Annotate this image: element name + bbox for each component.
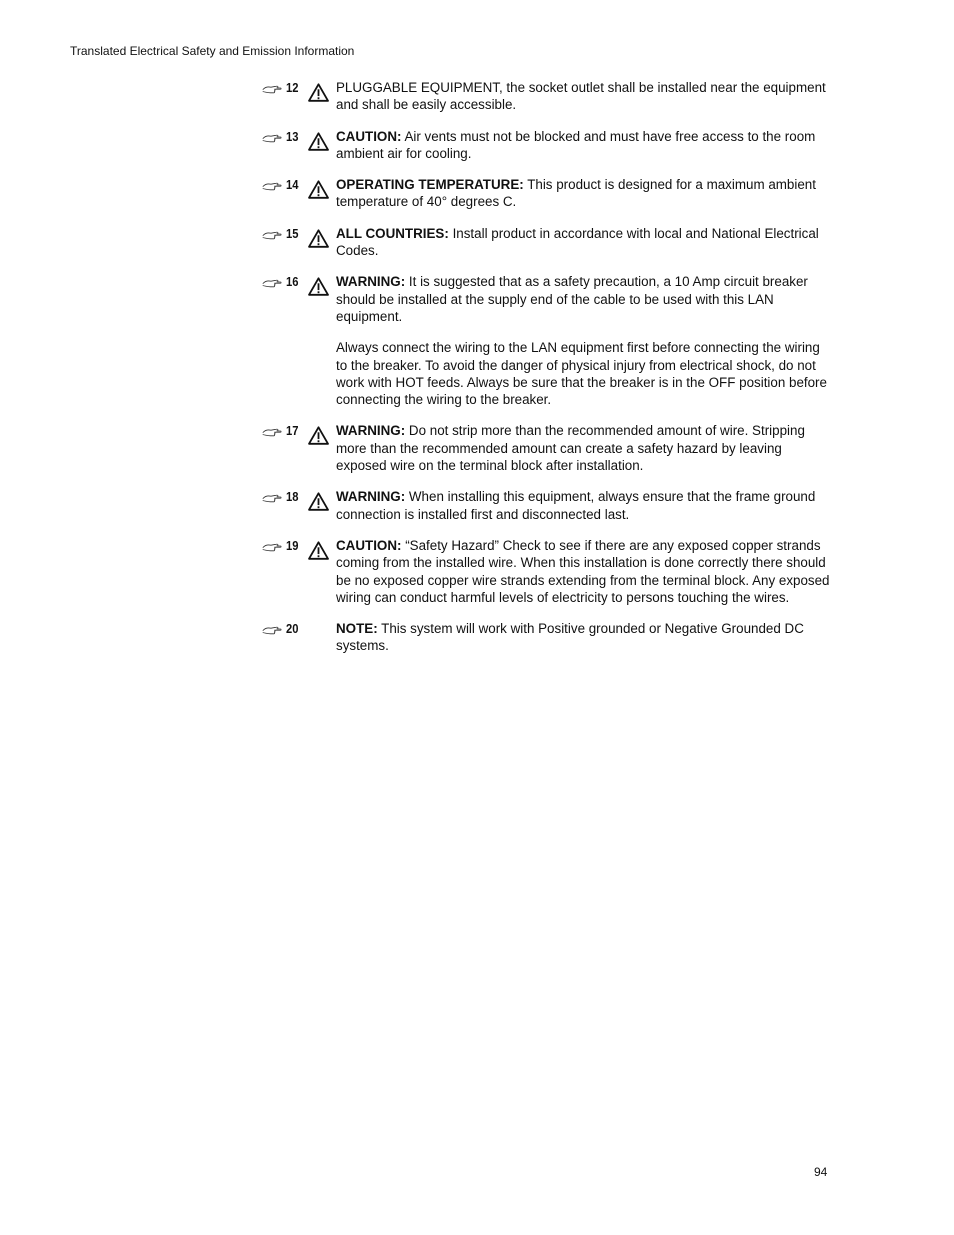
item-paragraph	[336, 488, 832, 523]
safety-items-list	[262, 79, 832, 669]
icon-spacer	[308, 620, 336, 644]
list-item	[262, 537, 832, 606]
pointing-hand-icon	[262, 176, 286, 194]
item-label: NOTE:	[336, 621, 378, 637]
pointing-hand-icon	[262, 537, 286, 555]
item-body: Always connect the wiring to the LAN equipment first before connecting the wiring to the breaker. To avoid the danger of physical injury from electrical shock, do not work with HOT feeds. Always be sure that the breaker is in the OFF position before connecting the wiring to the breaker.	[336, 340, 827, 408]
item-text	[336, 176, 832, 211]
item-label: WARNING:	[336, 489, 406, 505]
pointing-hand-icon	[262, 128, 286, 146]
page-number: 94	[814, 1165, 828, 1179]
item-paragraph	[336, 176, 832, 211]
item-text	[336, 620, 832, 655]
pointing-hand-icon	[262, 79, 286, 97]
list-item	[262, 620, 832, 655]
item-paragraph	[336, 273, 832, 325]
item-body: It is suggested that as a safety precaution, a 10 Amp circuit breaker should be installed at the supply end of the cable to be used with this LAN equipment.	[336, 274, 808, 324]
item-body: This product is designed for a maximum ambient temperature of 40° degrees C.	[336, 177, 816, 210]
pointing-hand-icon	[262, 422, 286, 440]
item-paragraph	[336, 128, 832, 163]
item-paragraph	[336, 79, 832, 114]
item-number: 20	[286, 621, 299, 637]
item-text	[336, 79, 832, 114]
list-item	[262, 422, 832, 474]
warning-triangle-icon	[308, 79, 336, 103]
running-header: Translated Electrical Safety and Emission Information	[70, 44, 355, 58]
warning-triangle-icon	[308, 422, 336, 446]
item-paragraph	[336, 339, 832, 408]
item-number: 12	[286, 80, 299, 95]
item-label: CAUTION:	[336, 128, 402, 144]
item-paragraph	[336, 537, 832, 606]
item-text	[336, 128, 832, 163]
item-paragraph	[336, 422, 832, 474]
item-label: WARNING:	[336, 423, 406, 439]
warning-triangle-icon	[308, 273, 336, 297]
pointing-hand-icon	[262, 620, 286, 638]
pointing-hand-icon	[262, 273, 286, 291]
item-text	[336, 488, 832, 523]
item-label: ALL COUNTRIES:	[336, 225, 449, 241]
item-label: CAUTION:	[336, 537, 402, 553]
item-text	[336, 422, 832, 474]
item-label: WARNING:	[336, 274, 406, 290]
item-body: When installing this equipment, always ensure that the frame ground connection is installed first and disconnected last.	[336, 489, 816, 522]
item-label: OPERATING TEMPERATURE:	[336, 177, 524, 193]
list-item	[262, 176, 832, 211]
item-text	[336, 537, 832, 606]
list-item	[262, 79, 832, 114]
item-body: Install product in accordance with local and National Electrical Codes.	[336, 225, 819, 259]
item-number: 16	[286, 274, 299, 290]
item-body: “Safety Hazard” Check to see if there are any exposed copper strands coming from the installed wire. When this installation is done correctly there should be no exposed copper wire strands extending from the terminal block. Any exposed wiring can conduct harmful levels of electricity to persons touching the wires.	[336, 537, 830, 605]
item-number: 18	[286, 489, 299, 505]
warning-triangle-icon	[308, 488, 336, 512]
list-item	[262, 488, 832, 523]
item-number: 14	[286, 177, 299, 193]
item-paragraph	[336, 620, 832, 655]
list-item	[262, 225, 832, 260]
pointing-hand-icon	[262, 225, 286, 243]
item-number: 15	[286, 225, 299, 241]
item-text	[336, 273, 832, 408]
item-body: PLUGGABLE EQUIPMENT, the socket outlet shall be installed near the equipment and shall be easily accessible.	[336, 80, 826, 113]
item-number: 13	[286, 128, 299, 144]
item-body: Do not strip more than the recommended amount of wire. Stripping more than the recommended amount can create a safety hazard by leaving exposed wire on the terminal block after installation.	[336, 423, 805, 474]
item-text	[336, 225, 832, 260]
list-item	[262, 273, 832, 408]
item-number: 19	[286, 537, 299, 553]
item-body: This system will work with Positive grounded or Negative Grounded DC systems.	[336, 621, 804, 654]
warning-triangle-icon	[308, 225, 336, 249]
warning-triangle-icon	[308, 128, 336, 152]
warning-triangle-icon	[308, 537, 336, 561]
pointing-hand-icon	[262, 488, 286, 506]
warning-triangle-icon	[308, 176, 336, 200]
item-body: Air vents must not be blocked and must have free access to the room ambient air for cooling.	[336, 128, 816, 161]
item-paragraph	[336, 225, 832, 260]
list-item	[262, 128, 832, 163]
item-number: 17	[286, 423, 299, 439]
